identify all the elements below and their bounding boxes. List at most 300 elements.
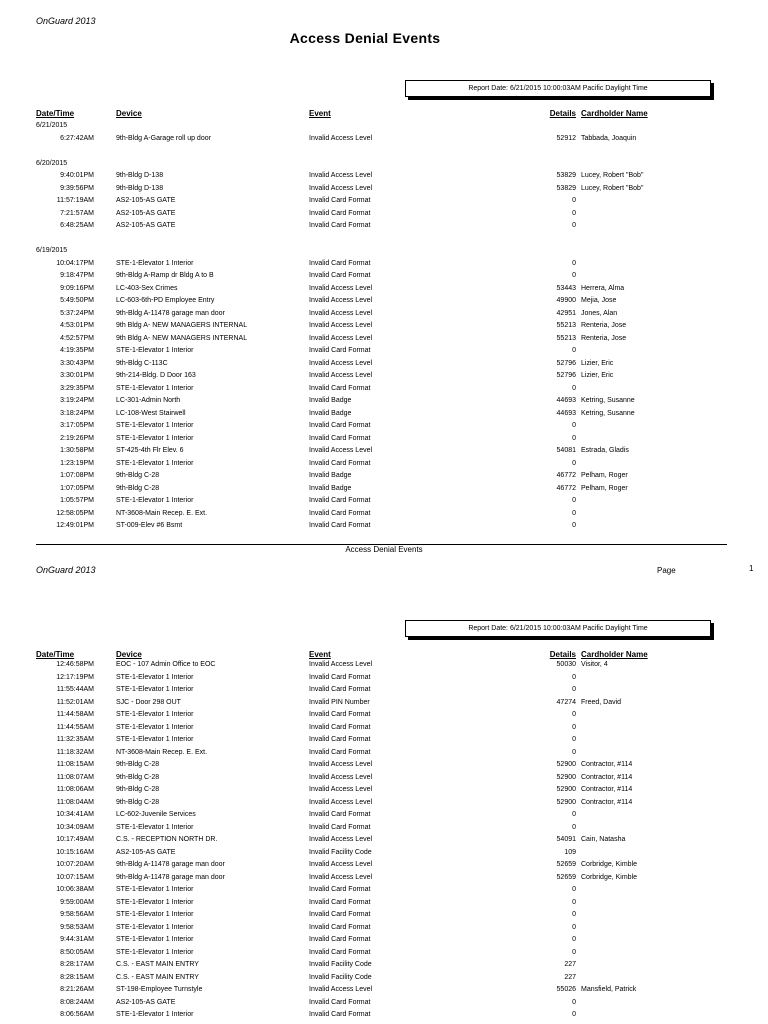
cell-time: 12:49:01PM <box>56 522 94 529</box>
cell-device: 9th-Bldg C-28 <box>116 798 160 806</box>
cell-time: 10:04:17PM <box>56 259 94 267</box>
table-row <box>0 884 768 897</box>
table-row <box>0 433 768 446</box>
table-row <box>0 133 768 146</box>
cell-event: Invalid Card Format <box>309 522 371 529</box>
group-date: 6/19/2015 <box>36 247 68 254</box>
cell-event: Invalid Card Format <box>309 898 371 906</box>
cell-cardholder: Herrera, Alma <box>581 284 625 292</box>
cell-event: Invalid Card Format <box>309 886 371 893</box>
table-row <box>0 859 768 872</box>
cell-event: Invalid Badge <box>309 472 352 479</box>
cell-event: Invalid Card Format <box>309 434 371 442</box>
cell-event: Invalid Card Format <box>309 384 371 392</box>
cell-time: 3:30:01PM <box>60 372 94 379</box>
cell-device: 9th-Bldg D-138 <box>116 172 164 179</box>
cell-cardholder: Tabbada, Joaquin <box>581 134 637 142</box>
cell-details: 52659 <box>556 873 576 881</box>
table-row <box>0 672 768 685</box>
cell-time: 11:08:07AM <box>56 773 94 781</box>
table-row <box>0 445 768 458</box>
cell-details: 49900 <box>556 297 576 304</box>
cell-event: Invalid Card Format <box>309 936 371 943</box>
header-device: Device <box>116 109 142 118</box>
table-row <box>0 333 768 346</box>
table-row <box>0 520 768 533</box>
cell-device: 9th-214-Bldg. D Door 163 <box>116 372 196 379</box>
cell-details: 0 <box>572 197 576 204</box>
cell-time: 5:49:50PM <box>60 297 94 304</box>
cell-details: 227 <box>564 961 576 968</box>
cell-time: 9:44:31AM <box>60 936 94 943</box>
cell-time: 10:06:38AM <box>56 886 94 893</box>
cell-device: STE-1-Elevator 1 Interior <box>116 911 194 918</box>
cell-device: AS2-105-AS GATE <box>116 209 176 217</box>
page-number: 1 <box>749 564 754 573</box>
cell-time: 9:39:56PM <box>60 184 94 192</box>
cell-details: 0 <box>572 509 576 517</box>
cell-details: 52659 <box>556 861 576 868</box>
cell-device: ST-425-4th Flr Elev. 6 <box>116 447 184 454</box>
cell-event: Invalid Card Format <box>309 673 371 681</box>
cell-event: Invalid Card Format <box>309 497 371 504</box>
cell-event: Invalid Card Format <box>309 823 371 831</box>
cell-details: 46772 <box>556 484 576 492</box>
table-row <box>0 759 768 772</box>
cell-device: AS2-105-AS GATE <box>116 998 176 1006</box>
cell-device: STE-1-Elevator 1 Interior <box>116 723 194 731</box>
cell-details: 109 <box>564 848 576 856</box>
cell-event: Invalid Card Format <box>309 347 371 354</box>
cell-device: 9th-Bldg A-11478 garage man door <box>116 873 225 881</box>
cell-device: STE-1-Elevator 1 Interior <box>116 686 194 693</box>
cell-event: Invalid Card Format <box>309 723 371 731</box>
cell-device: AS2-105-AS GATE <box>116 222 176 229</box>
cell-details: 0 <box>572 259 576 267</box>
cell-cardholder: Renteria, Jose <box>581 322 627 329</box>
cell-time: 8:08:24AM <box>60 998 94 1006</box>
cell-details: 46772 <box>556 472 576 479</box>
table-row <box>0 872 768 885</box>
table-row <box>0 470 768 483</box>
cell-event: Invalid Facility Code <box>309 973 372 981</box>
cell-device: NT-3608-Main Recep. E. Ext. <box>116 748 208 756</box>
cell-device: 9th-Bldg A-11478 garage man door <box>116 309 225 317</box>
cell-cardholder: Corbridge, Kimble <box>581 861 638 868</box>
cell-device: LC-108-West Stairwell <box>116 409 186 417</box>
cell-details: 54081 <box>556 447 576 454</box>
table-row <box>0 283 768 296</box>
cell-device: STE-1-Elevator 1 Interior <box>116 422 194 429</box>
header-details: Details <box>549 650 576 659</box>
cell-device: C.S. - RECEPTION NORTH DR. <box>116 836 218 843</box>
cell-device: STE-1-Elevator 1 Interior <box>116 497 194 504</box>
header-datetime: Date/Time <box>36 650 75 659</box>
table-row <box>0 308 768 321</box>
cell-device: 9th-Bldg A-Ramp dr Bldg A to B <box>116 272 214 279</box>
cell-details: 52796 <box>556 372 576 379</box>
cell-event: Invalid Card Format <box>309 272 371 279</box>
app-name: OnGuard 2013 <box>36 16 96 26</box>
cell-details: 0 <box>572 923 576 931</box>
cell-event: Invalid Card Format <box>309 459 371 467</box>
cell-time: 11:55:44AM <box>56 686 94 693</box>
cell-time: 3:29:35PM <box>60 384 94 392</box>
cell-time: 11:44:58AM <box>56 711 94 718</box>
table-row <box>0 847 768 860</box>
cell-cardholder: Jones, Alan <box>581 309 618 317</box>
table-row <box>0 208 768 221</box>
cell-time: 12:17:19PM <box>56 673 94 681</box>
table-row <box>0 909 768 922</box>
cell-details: 52900 <box>556 798 576 806</box>
cell-cardholder: Contractor, #114 <box>581 798 633 806</box>
footer-app-name: OnGuard 2013 <box>36 565 96 575</box>
cell-time: 1:07:05PM <box>60 484 94 492</box>
table-row <box>0 195 768 208</box>
cell-time: 10:07:20AM <box>56 861 94 868</box>
header-cardholder: Cardholder Name <box>581 109 648 118</box>
cell-device: 9th Bldg A- NEW MANAGERS INTERNAL <box>116 322 248 329</box>
cell-cardholder: Lizier, Eric <box>581 372 614 379</box>
cell-details: 52900 <box>556 761 576 768</box>
cell-event: Invalid Card Format <box>309 686 371 693</box>
cell-device: 9th-Bldg A-11478 garage man door <box>116 861 225 868</box>
table-row <box>0 270 768 283</box>
cell-details: 52900 <box>556 786 576 793</box>
cell-device: STE-1-Elevator 1 Interior <box>116 736 194 743</box>
table-row <box>0 395 768 408</box>
cell-details: 0 <box>572 711 576 718</box>
header-device: Device <box>116 650 142 659</box>
cell-device: ST-009-Elev #6 Bsmt <box>116 522 183 529</box>
table-row <box>0 809 768 822</box>
cell-event: Invalid Badge <box>309 397 352 404</box>
cell-details: 53829 <box>556 184 576 192</box>
table-row <box>0 947 768 960</box>
cell-time: 4:52:57PM <box>60 334 94 342</box>
cell-time: 9:40:01PM <box>60 172 94 179</box>
cell-details: 44693 <box>556 409 576 417</box>
cell-event: Invalid Card Format <box>309 923 371 931</box>
cell-time: 11:44:55AM <box>56 723 94 731</box>
cell-device: STE-1-Elevator 1 Interior <box>116 1011 194 1018</box>
cell-event: Invalid Card Format <box>309 509 371 517</box>
table-row <box>0 320 768 333</box>
date-group-header <box>0 245 768 258</box>
cell-time: 10:07:15AM <box>56 873 94 881</box>
cell-details: 0 <box>572 673 576 681</box>
cell-event: Invalid Card Format <box>309 197 371 204</box>
table-row <box>0 722 768 735</box>
cell-device: STE-1-Elevator 1 Interior <box>116 948 194 956</box>
cell-event: Invalid Access Level <box>309 773 373 781</box>
cell-time: 10:34:41AM <box>56 811 94 818</box>
table-row <box>0 420 768 433</box>
cell-device: STE-1-Elevator 1 Interior <box>116 711 194 718</box>
cell-event: Invalid Facility Code <box>309 961 372 968</box>
table-row <box>0 495 768 508</box>
cell-time: 8:21:26AM <box>60 986 94 993</box>
table-row <box>0 659 768 672</box>
table-row <box>0 170 768 183</box>
cell-cardholder: Freed, David <box>581 698 622 706</box>
cell-time: 7:21:57AM <box>60 209 94 217</box>
cell-details: 55213 <box>556 322 576 329</box>
cell-details: 0 <box>572 459 576 467</box>
cell-time: 1:07:08PM <box>60 472 94 479</box>
cell-time: 8:28:17AM <box>60 961 94 968</box>
table-row <box>0 822 768 835</box>
cell-details: 0 <box>572 347 576 354</box>
cell-details: 0 <box>572 422 576 429</box>
cell-details: 52912 <box>556 134 576 142</box>
table-row <box>0 220 768 233</box>
cell-details: 0 <box>572 811 576 818</box>
cell-event: Invalid Card Format <box>309 948 371 956</box>
cell-cardholder: Contractor, #114 <box>581 773 633 781</box>
cell-time: 1:30:58PM <box>60 447 94 454</box>
cell-device: LC-603-6th-PD Employee Entry <box>116 297 215 304</box>
cell-event: Invalid Access Level <box>309 761 373 768</box>
cell-cardholder: Lizier, Eric <box>581 359 614 367</box>
cell-details: 52900 <box>556 773 576 781</box>
cell-time: 10:15:16AM <box>56 848 94 856</box>
cell-time: 9:59:00AM <box>60 898 94 906</box>
date-group-header <box>0 120 768 133</box>
cell-cardholder: Cain, Natasha <box>581 836 626 843</box>
cell-time: 5:37:24PM <box>60 309 94 317</box>
table-row <box>0 972 768 985</box>
cell-device: 9th-Bldg C-28 <box>116 761 160 768</box>
cell-time: 3:18:24PM <box>60 409 94 417</box>
cell-event: Invalid Access Level <box>309 661 373 668</box>
cell-device: EOC - 107 Admin Office to EOC <box>116 661 216 668</box>
table-row <box>0 959 768 972</box>
cell-device: LC-403-Sex Crimes <box>116 284 178 292</box>
cell-device: C.S. - EAST MAIN ENTRY <box>116 961 199 968</box>
table-row <box>0 358 768 371</box>
cell-cardholder: Mansfield, Patrick <box>581 986 637 993</box>
cell-event: Invalid Access Level <box>309 359 373 367</box>
cell-time: 11:32:35AM <box>56 736 94 743</box>
table-row <box>0 1009 768 1022</box>
cell-cardholder: Ketring, Susanne <box>581 397 635 404</box>
table-row <box>0 370 768 383</box>
cell-details: 54091 <box>556 836 576 843</box>
cell-details: 52796 <box>556 359 576 367</box>
cell-time: 9:18:47PM <box>60 272 94 279</box>
cell-event: Invalid Card Format <box>309 748 371 756</box>
group-spacer <box>0 233 768 246</box>
cell-time: 11:08:04AM <box>56 798 94 806</box>
cell-event: Invalid Card Format <box>309 736 371 743</box>
cell-event: Invalid Card Format <box>309 1011 371 1018</box>
cell-device: NT-3608-Main Recep. E. Ext. <box>116 509 208 517</box>
cell-cardholder: Ketring, Susanne <box>581 409 635 417</box>
cell-details: 0 <box>572 272 576 279</box>
group-date: 6/20/2015 <box>36 159 68 167</box>
cell-time: 6:48:25AM <box>60 222 94 229</box>
table-row <box>0 458 768 471</box>
header-details: Details <box>549 109 576 118</box>
cell-time: 11:08:15AM <box>56 761 94 768</box>
cell-details: 0 <box>572 222 576 229</box>
cell-event: Invalid Badge <box>309 409 352 417</box>
cell-details: 0 <box>572 497 576 504</box>
cell-time: 3:17:05PM <box>60 422 94 429</box>
cell-event: Invalid Access Level <box>309 334 373 342</box>
cell-time: 8:50:05AM <box>60 948 94 956</box>
footer-title: Access Denial Events <box>345 545 423 554</box>
cell-device: STE-1-Elevator 1 Interior <box>116 384 194 392</box>
cell-event: Invalid Access Level <box>309 322 373 329</box>
cell-device: AS2-105-AS GATE <box>116 197 176 204</box>
cell-time: 11:08:06AM <box>56 786 94 793</box>
cell-device: 9th-Bldg C-28 <box>116 472 160 479</box>
cell-device: 9th-Bldg C-28 <box>116 786 160 793</box>
cell-time: 12:58:05PM <box>56 509 94 517</box>
cell-device: C.S. - EAST MAIN ENTRY <box>116 973 199 981</box>
table-row <box>0 483 768 496</box>
cell-device: STE-1-Elevator 1 Interior <box>116 886 194 893</box>
cell-event: Invalid Card Format <box>309 811 371 818</box>
cell-device: STE-1-Elevator 1 Interior <box>116 259 194 267</box>
cell-details: 0 <box>572 823 576 831</box>
report-title: Access Denial Events <box>289 30 441 46</box>
table-row <box>0 709 768 722</box>
cell-details: 0 <box>572 886 576 893</box>
cell-event: Invalid Card Format <box>309 222 371 229</box>
cell-event: Invalid Card Format <box>309 422 371 429</box>
table-row <box>0 922 768 935</box>
cell-details: 0 <box>572 1011 576 1018</box>
cell-time: 9:09:16PM <box>60 284 94 292</box>
cell-time: 12:46:58PM <box>56 661 94 668</box>
cell-details: 0 <box>572 998 576 1006</box>
cell-device: 9th Bldg A- NEW MANAGERS INTERNAL <box>116 334 248 342</box>
table-row <box>0 408 768 421</box>
cell-details: 0 <box>572 736 576 743</box>
cell-device: STE-1-Elevator 1 Interior <box>116 673 194 681</box>
page-label: Page <box>657 566 676 575</box>
cell-time: 1:05:57PM <box>60 497 94 504</box>
cell-details: 0 <box>572 384 576 392</box>
cell-details: 0 <box>572 686 576 693</box>
cell-details: 53443 <box>556 284 576 292</box>
table-row <box>0 772 768 785</box>
table-row <box>0 697 768 710</box>
table-row <box>0 797 768 810</box>
cell-cardholder: Lucey, Robert "Bob" <box>581 172 644 179</box>
cell-event: Invalid Badge <box>309 484 352 492</box>
cell-event: Invalid Card Format <box>309 209 371 217</box>
table-row <box>0 295 768 308</box>
table-row <box>0 897 768 910</box>
cell-device: AS2-105-AS GATE <box>116 848 176 856</box>
cell-event: Invalid Access Level <box>309 986 373 993</box>
cell-time: 11:18:32AM <box>56 748 94 756</box>
cell-device: STE-1-Elevator 1 Interior <box>116 823 194 831</box>
cell-event: Invalid Card Format <box>309 998 371 1006</box>
cell-device: 9th-Bldg C-28 <box>116 484 160 492</box>
table-row <box>0 183 768 196</box>
cell-device: STE-1-Elevator 1 Interior <box>116 434 194 442</box>
cell-time: 3:19:24PM <box>60 397 94 404</box>
table-row <box>0 508 768 521</box>
cell-cardholder: Pelham, Roger <box>581 472 628 479</box>
cell-cardholder: Visitor, 4 <box>581 661 608 668</box>
cell-details: 53829 <box>556 172 576 179</box>
cell-details: 0 <box>572 898 576 906</box>
cell-time: 4:19:35PM <box>60 347 94 354</box>
cell-details: 50030 <box>556 661 576 668</box>
cell-event: Invalid Access Level <box>309 297 373 304</box>
group-spacer <box>0 145 768 158</box>
cell-device: STE-1-Elevator 1 Interior <box>116 923 194 931</box>
cell-details: 0 <box>572 434 576 442</box>
cell-event: Invalid Card Format <box>309 911 371 918</box>
table-row <box>0 383 768 396</box>
table-row <box>0 984 768 997</box>
cell-cardholder: Lucey, Robert "Bob" <box>581 184 644 192</box>
table-row <box>0 684 768 697</box>
cell-device: 9th-Bldg C-113C <box>116 359 168 367</box>
table-row <box>0 784 768 797</box>
cell-cardholder: Pelham, Roger <box>581 484 628 492</box>
cell-device: 9th-Bldg A-Garage roll up door <box>116 134 211 142</box>
header-cardholder: Cardholder Name <box>581 650 648 659</box>
cell-details: 55213 <box>556 334 576 342</box>
cell-event: Invalid Access Level <box>309 184 373 192</box>
cell-event: Invalid Facility Code <box>309 848 372 856</box>
cell-event: Invalid Access Level <box>309 836 373 843</box>
cell-time: 11:52:01AM <box>56 698 94 706</box>
cell-details: 44693 <box>556 397 576 404</box>
cell-time: 10:34:09AM <box>56 823 94 831</box>
cell-cardholder: Estrada, Gladis <box>581 447 629 454</box>
cell-time: 3:30:43PM <box>60 359 94 367</box>
cell-time: 10:17:49AM <box>56 836 94 843</box>
cell-details: 0 <box>572 522 576 529</box>
cell-details: 227 <box>564 973 576 981</box>
cell-event: Invalid Card Format <box>309 259 371 267</box>
cell-details: 55026 <box>556 986 576 993</box>
report-date-box: Report Date: 6/21/2015 10:00:03AM Pacific Daylight Time <box>405 80 711 97</box>
cell-details: 0 <box>572 948 576 956</box>
cell-event: Invalid Access Level <box>309 786 373 793</box>
cell-device: 9th-Bldg C-28 <box>116 773 160 781</box>
cell-time: 1:23:19PM <box>60 459 94 467</box>
page1-event-list <box>0 120 768 533</box>
cell-time: 8:06:56AM <box>60 1011 94 1018</box>
cell-event: Invalid Access Level <box>309 372 373 379</box>
cell-device: ST-198-Employee Turnstyle <box>116 986 203 993</box>
cell-event: Invalid Access Level <box>309 309 373 317</box>
header-datetime: Date/Time <box>36 109 75 118</box>
table-row <box>0 345 768 358</box>
table-row <box>0 747 768 760</box>
cell-details: 0 <box>572 748 576 756</box>
cell-device: STE-1-Elevator 1 Interior <box>116 459 194 467</box>
cell-event: Invalid Access Level <box>309 861 373 868</box>
group-date: 6/21/2015 <box>36 122 68 129</box>
cell-time: 11:57:19AM <box>56 197 94 204</box>
cell-details: 0 <box>572 209 576 217</box>
table-row <box>0 258 768 271</box>
cell-time: 8:28:15AM <box>60 973 94 981</box>
cell-event: Invalid Access Level <box>309 134 373 142</box>
